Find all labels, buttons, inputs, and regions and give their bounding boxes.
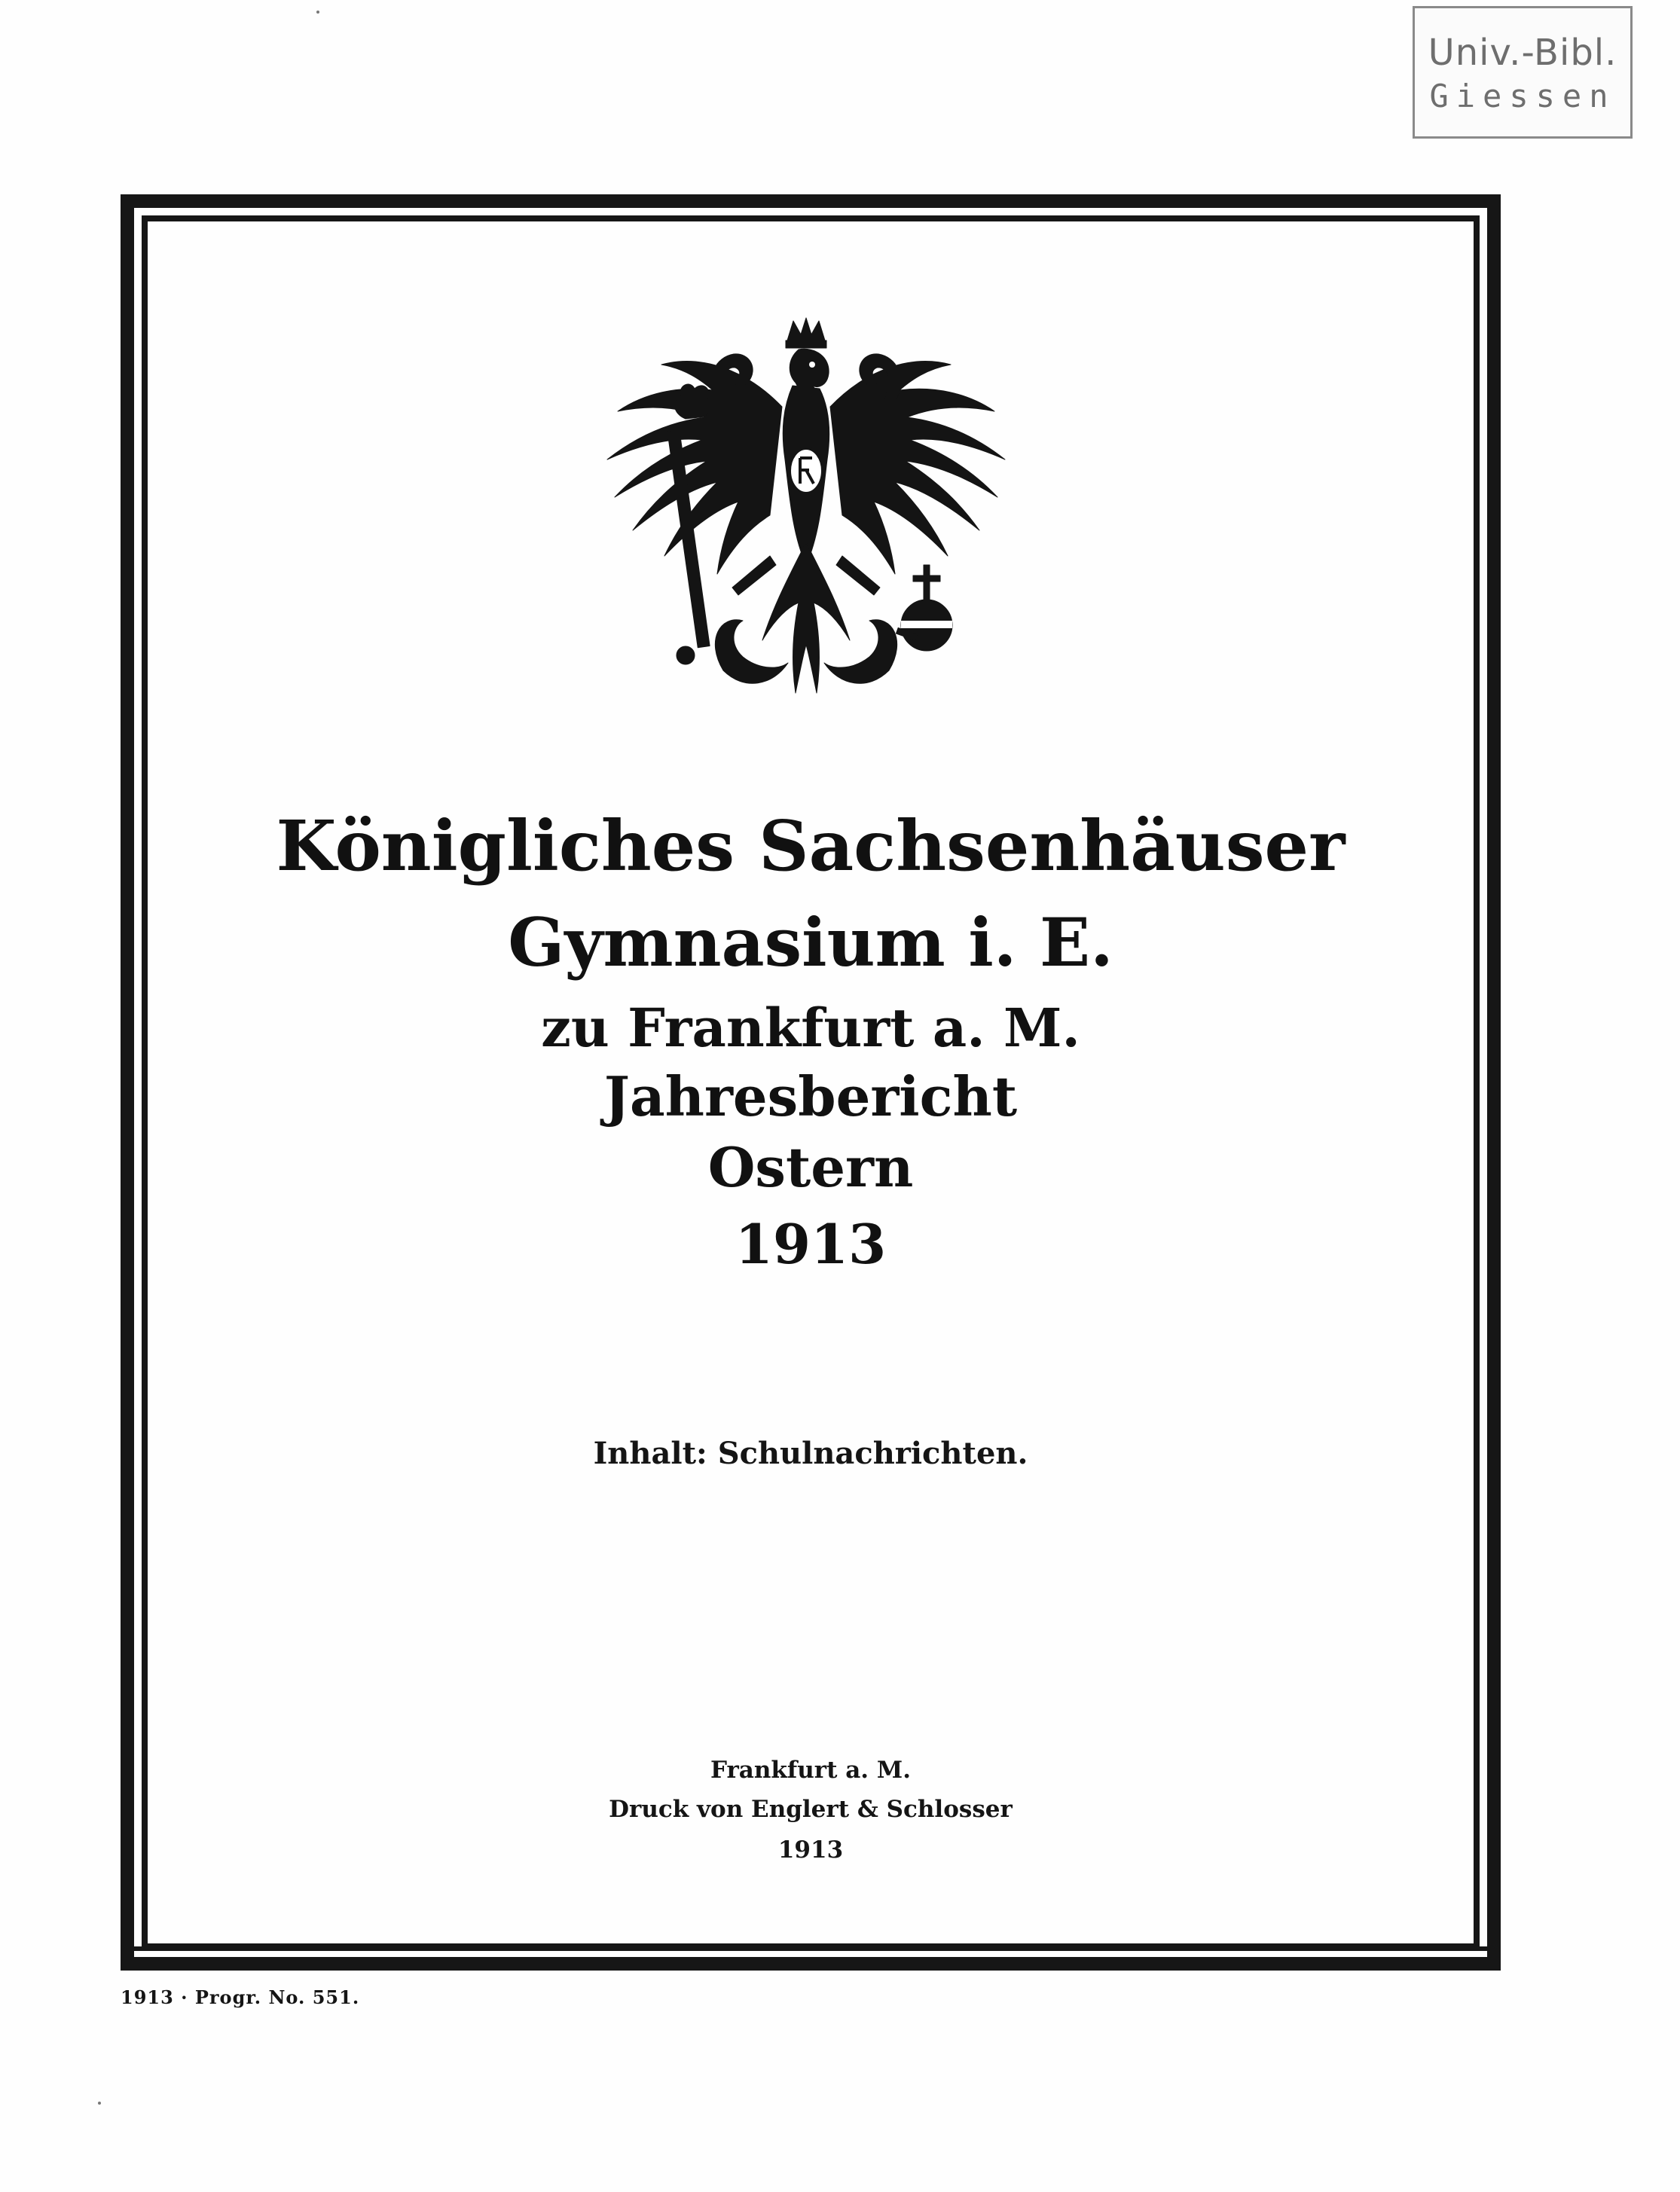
title-year: 1913 [735, 1212, 887, 1276]
title-city: zu Frankfurt a. M. [541, 997, 1080, 1059]
prussian-eagle-icon [573, 316, 1040, 738]
scan-speck [98, 2102, 101, 2105]
title-institution: Königliches Sachsenhäuser [276, 805, 1346, 887]
border-rule [121, 1946, 1501, 1951]
imprint-printer: Druck von Englert & Schlosser [609, 1796, 1013, 1823]
stamp-line-library: Univ.-Bibl. [1428, 32, 1617, 74]
stamp-line-city: Giessen [1429, 78, 1616, 114]
contents-line: Inhalt: Schulnachrichten. [593, 1436, 1028, 1471]
imprint-place: Frankfurt a. M. [710, 1757, 911, 1784]
program-number-note: 1913 · Progr. No. 551. [121, 1986, 360, 2008]
title-term: Ostern [707, 1135, 914, 1199]
title-report: Jahresbericht [603, 1064, 1018, 1128]
imprint-year: 1913 [777, 1836, 844, 1864]
scan-speck [316, 11, 319, 14]
title-school-type: Gymnasium i. E. [508, 903, 1113, 982]
library-stamp [1413, 6, 1633, 139]
